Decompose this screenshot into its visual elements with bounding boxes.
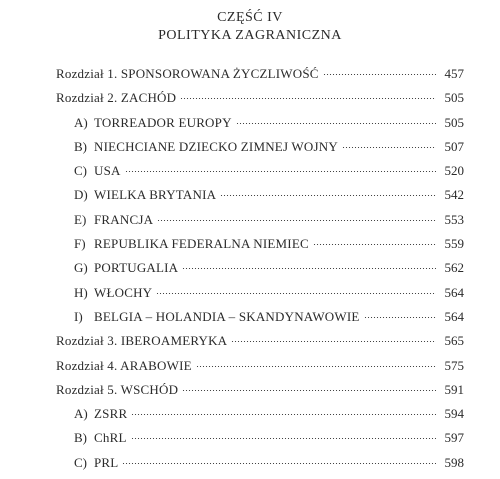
toc-page-number: 507 bbox=[444, 138, 464, 154]
dot-leader bbox=[122, 463, 436, 464]
toc-page-number: 565 bbox=[444, 333, 464, 349]
toc-entry-letter: A) bbox=[74, 406, 88, 422]
part-number: CZĘŚĆ IV bbox=[217, 10, 283, 25]
toc-entry-letter: F) bbox=[74, 236, 86, 252]
dot-leader bbox=[182, 390, 436, 391]
toc-chapter-entry bbox=[56, 378, 464, 402]
toc-entry-letter: G) bbox=[74, 260, 88, 276]
toc-section-entry bbox=[56, 402, 464, 426]
dot-leader bbox=[342, 147, 436, 148]
dot-leader bbox=[156, 293, 436, 294]
toc-entry-title: Rozdział 2. ZACHÓD bbox=[56, 90, 177, 106]
dot-leader bbox=[220, 195, 436, 196]
toc-section-entry bbox=[56, 183, 464, 207]
toc-entry-letter: A) bbox=[74, 114, 88, 130]
toc-section-entry bbox=[56, 135, 464, 159]
toc-chapter-entry bbox=[56, 354, 464, 378]
toc-section-entry bbox=[56, 159, 464, 183]
dot-leader bbox=[236, 123, 436, 124]
toc-entry-title: USA bbox=[94, 163, 121, 179]
dot-leader bbox=[323, 74, 436, 75]
dot-leader bbox=[180, 98, 436, 99]
toc-section-entry bbox=[56, 281, 464, 305]
toc-section-entry bbox=[56, 208, 464, 232]
toc-entry-title: Rozdział 1. SPONSOROWANA ŻYCZLIWOŚĆ bbox=[56, 66, 319, 81]
toc-page-number: 591 bbox=[444, 381, 464, 397]
toc-entry-letter: D) bbox=[74, 187, 88, 203]
dot-leader bbox=[157, 220, 436, 221]
dot-leader bbox=[196, 366, 436, 367]
toc-entry-title: REPUBLIKA FEDERALNA NIEMIEC bbox=[94, 236, 309, 252]
toc-entry-title: NIECHCIANE DZIECKO ZIMNEJ WOJNY bbox=[94, 138, 338, 154]
toc-chapter-entry bbox=[56, 62, 464, 86]
toc-entry-letter: B) bbox=[74, 138, 87, 154]
toc-page-number: 564 bbox=[444, 284, 464, 300]
toc-entry-title: WIELKA BRYTANIA bbox=[94, 187, 217, 203]
toc-page-number: 594 bbox=[444, 406, 464, 422]
toc-page-number: 575 bbox=[444, 357, 464, 373]
toc-page-number: 542 bbox=[444, 187, 464, 203]
toc-entry-letter: E) bbox=[74, 211, 87, 227]
toc-page-number: 553 bbox=[444, 211, 464, 227]
toc-section-entry bbox=[56, 451, 464, 475]
toc-page-number: 457 bbox=[444, 66, 464, 81]
toc-entry-title: WŁOCHY bbox=[94, 284, 153, 300]
toc-page-number: 520 bbox=[444, 163, 464, 179]
toc-section-entry bbox=[56, 111, 464, 135]
toc-entry-title: ZSRR bbox=[94, 406, 128, 422]
dot-leader bbox=[231, 341, 436, 342]
toc-chapter-entry bbox=[56, 329, 464, 353]
toc-entry-title: Rozdział 4. ARABOWIE bbox=[56, 357, 192, 373]
toc-entry-title: Rozdział 5. WSCHÓD bbox=[56, 381, 179, 397]
toc-entry-title: BELGIA – HOLANDIA – SKANDYNAWOWIE bbox=[94, 308, 360, 324]
toc-entry-title: PRL bbox=[94, 454, 119, 470]
dot-leader bbox=[125, 171, 436, 172]
dot-leader bbox=[364, 317, 436, 318]
toc-entry-title: PORTUGALIA bbox=[94, 260, 179, 276]
toc-page-number: 559 bbox=[444, 236, 464, 252]
toc-section-entry bbox=[56, 305, 464, 329]
dot-leader bbox=[131, 438, 436, 439]
toc-page-number: 505 bbox=[444, 114, 464, 130]
toc-section-entry bbox=[56, 426, 464, 450]
toc-page-number: 597 bbox=[444, 430, 464, 446]
toc-page-number: 564 bbox=[444, 308, 464, 324]
toc-entry-title: ChRL bbox=[94, 430, 127, 446]
toc-page-number: 505 bbox=[444, 90, 464, 106]
toc-entry-letter: B) bbox=[74, 430, 87, 446]
dot-leader bbox=[182, 268, 436, 269]
dot-leader bbox=[131, 414, 436, 415]
table-of-contents bbox=[56, 62, 464, 475]
dot-leader bbox=[313, 244, 436, 245]
toc-entry-letter: I) bbox=[74, 308, 83, 324]
toc-page-number: 598 bbox=[444, 454, 464, 470]
toc-entry-letter: C) bbox=[74, 163, 87, 179]
toc-page-number: 562 bbox=[444, 260, 464, 276]
toc-entry-letter: H) bbox=[74, 284, 88, 300]
toc-chapter-entry bbox=[56, 86, 464, 110]
toc-section-entry bbox=[56, 232, 464, 256]
part-title: POLITYKA ZAGRANICZNA bbox=[158, 28, 342, 43]
toc-entry-title: FRANCJA bbox=[94, 211, 154, 227]
toc-entry-letter: C) bbox=[74, 454, 87, 470]
toc-entry-title: Rozdział 3. IBEROAMERYKA bbox=[56, 333, 228, 349]
toc-section-entry bbox=[56, 256, 464, 280]
toc-entry-title: TORREADOR EUROPY bbox=[94, 114, 232, 130]
